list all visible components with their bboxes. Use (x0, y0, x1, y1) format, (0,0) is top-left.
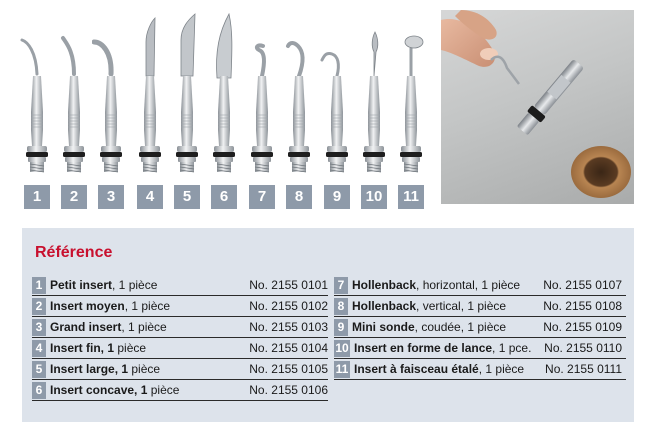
instrument-number: 4 (137, 185, 163, 209)
instrument-number: 5 (174, 185, 200, 209)
product-name: Insert concave, 1 (50, 383, 148, 397)
product-detail: , vertical, 1 pièce (416, 299, 507, 313)
product-name: Grand insert (50, 320, 122, 334)
row-number: 11 (335, 362, 349, 376)
reference-row (32, 296, 328, 317)
product-detail: pièce (128, 362, 161, 376)
product-code: No. 2155 0108 (543, 299, 622, 313)
instrument-illustration (92, 12, 130, 178)
instrument-illustration (18, 12, 56, 178)
row-description (352, 296, 506, 316)
instrument-illustration (55, 12, 93, 178)
instrument-illustration (280, 12, 318, 178)
row-description (50, 380, 179, 400)
instrument-illustration (318, 12, 356, 178)
product-code: No. 2155 0103 (249, 320, 328, 334)
reference-row (32, 338, 328, 359)
reference-row (32, 359, 328, 380)
instrument-blade-wide (168, 12, 206, 178)
product-detail: , 1 pièce (121, 320, 167, 334)
product-name: Petit insert (50, 278, 113, 292)
instrument-spatula (392, 12, 430, 178)
product-detail: pièce (147, 383, 180, 397)
product-code: No. 2155 0107 (543, 278, 622, 292)
reference-title: Référence (35, 244, 113, 261)
row-description (50, 338, 146, 358)
product-detail: pièce (114, 341, 147, 355)
instrument-lance (355, 12, 393, 178)
product-detail: , 1 pièce (478, 362, 525, 376)
row-description (352, 275, 520, 295)
row-description (50, 359, 160, 379)
instrument-number: 10 (361, 185, 387, 209)
reference-column-right (334, 275, 626, 380)
product-detail: , 1 pièce (124, 299, 171, 313)
product-code: No. 2155 0109 (543, 320, 622, 334)
instrument-hook-vertical (280, 12, 318, 178)
reference-row (32, 380, 328, 401)
instrument-number: 8 (286, 185, 312, 209)
row-number: 8 (334, 298, 348, 315)
row-number: 9 (334, 319, 348, 336)
instrument-illustration (168, 12, 206, 178)
row-number: 1 (32, 277, 46, 294)
reference-row (334, 338, 626, 359)
row-description (354, 359, 524, 379)
product-name: Hollenback (352, 278, 417, 292)
instrument-probe-angled (318, 12, 356, 178)
row-number: 4 (32, 340, 46, 357)
row-number: 6 (32, 382, 46, 399)
usage-photo-illustration (441, 10, 634, 204)
product-name: Hollenback (352, 299, 417, 313)
reference-panel (22, 228, 634, 422)
instrument-strip (18, 12, 428, 178)
row-number: 5 (32, 361, 46, 378)
product-code: No. 2155 0101 (249, 278, 328, 292)
product-code: No. 2155 0102 (249, 299, 328, 313)
instrument-curved-medium (55, 12, 93, 178)
instrument-illustration (131, 12, 169, 178)
product-name: Insert en forme de lance (354, 341, 493, 355)
instrument-blade-concave (205, 12, 243, 178)
reference-column-left (32, 275, 328, 401)
product-code: No. 2155 0106 (249, 383, 328, 397)
instrument-illustration (355, 12, 393, 178)
instrument-illustration (392, 12, 430, 178)
product-name: Mini sonde (352, 320, 415, 334)
product-code: No. 2155 0105 (249, 362, 328, 376)
product-detail: , horizontal, 1 pièce (416, 278, 521, 292)
product-code: No. 2155 0111 (545, 362, 622, 376)
row-number: 10 (335, 341, 349, 355)
instrument-number: 6 (211, 185, 237, 209)
product-detail: , 1 pce. (492, 341, 532, 355)
reference-row (334, 296, 626, 317)
reference-row (32, 275, 328, 296)
instrument-illustration (243, 12, 281, 178)
instrument-curved-large (92, 12, 130, 178)
instrument-number: 11 (398, 185, 424, 209)
product-name: Insert à faisceau étalé (354, 362, 479, 376)
instrument-number: 1 (24, 185, 50, 209)
reference-row (334, 317, 626, 338)
instrument-number-row (24, 185, 424, 209)
reference-row (334, 359, 626, 380)
reference-row (32, 317, 328, 338)
product-name: Insert fin, 1 (50, 341, 115, 355)
instrument-hook-horizontal (243, 12, 281, 178)
instrument-illustration (205, 12, 243, 178)
product-name: Insert large, 1 (50, 362, 129, 376)
product-detail: , 1 pièce (112, 278, 158, 292)
reference-row (334, 275, 626, 296)
instrument-number: 9 (324, 185, 350, 209)
row-description (354, 338, 531, 358)
instrument-number: 2 (61, 185, 87, 209)
instrument-blade-straight (131, 12, 169, 178)
product-name: Insert moyen (50, 299, 125, 313)
row-number: 2 (32, 298, 46, 315)
instrument-number: 3 (98, 185, 124, 209)
product-detail: , coudée, 1 pièce (414, 320, 507, 334)
row-number: 7 (334, 277, 348, 294)
instrument-number: 7 (249, 185, 275, 209)
row-number: 3 (32, 319, 46, 336)
row-description (50, 317, 167, 337)
usage-photo (441, 10, 634, 204)
row-description (50, 296, 170, 316)
product-code: No. 2155 0104 (249, 341, 328, 355)
row-description (352, 317, 506, 337)
instrument-curved-thin (18, 12, 56, 178)
row-description (50, 275, 157, 295)
product-code: No. 2155 0110 (544, 341, 622, 355)
